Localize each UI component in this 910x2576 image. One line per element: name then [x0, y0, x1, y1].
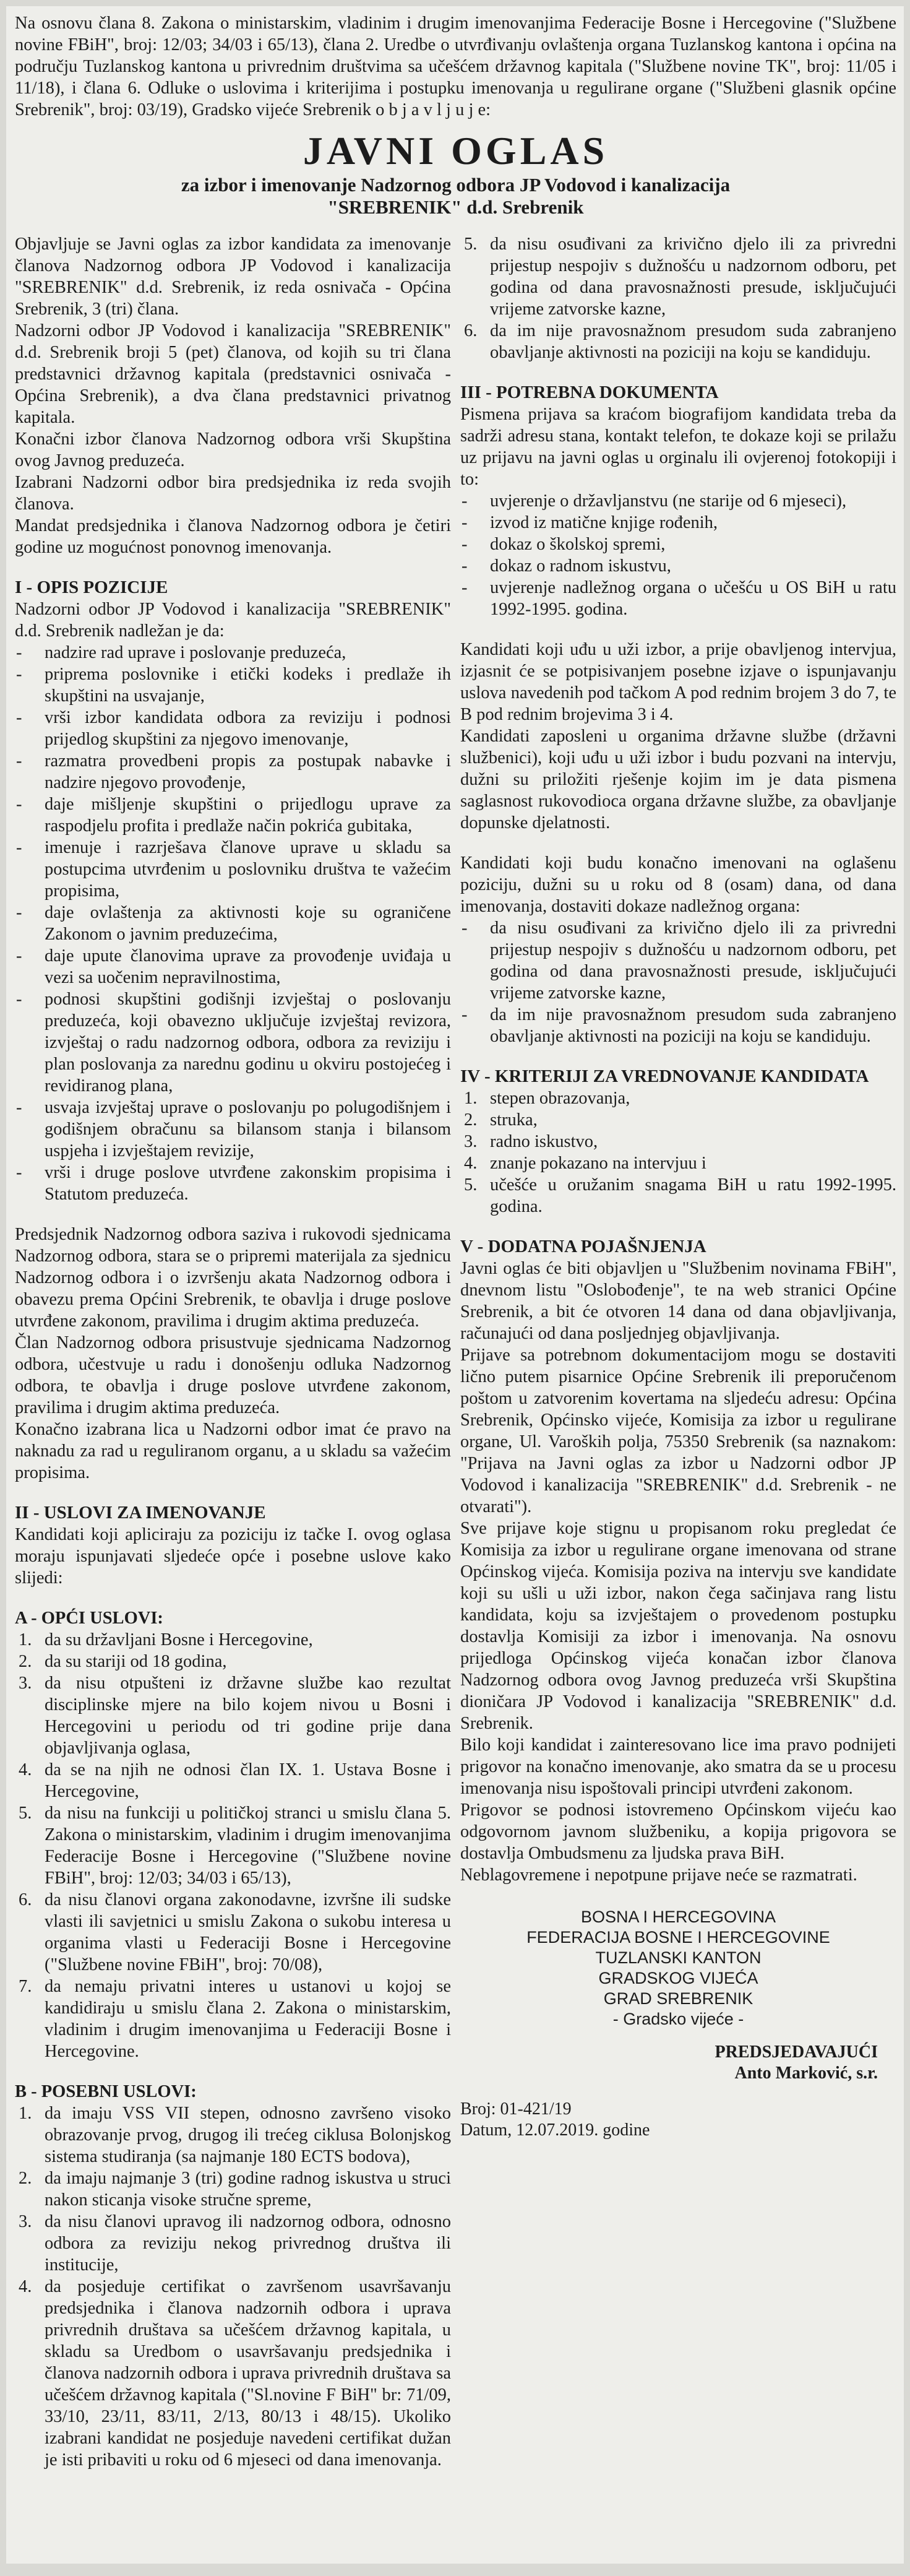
additional-paragraph: Javni oglas će biti objavljen u "Službenim novinama FBiH", dnevnom listu "Oslobođenje", te na web stranici Općine Srebrenik, a bit će otvoren 14 dana od dana objavljivanja, računajući od dana posljednjeg objavljivanja.	[460, 1259, 896, 1343]
issuer-line: FEDERACIJA BOSNE I HERCEGOVINE	[526, 1928, 830, 1947]
list-item: 4. da posjeduje certifikat o završenom usavršavanju predsjednika i članova nadzornih odbora i uprava privrednih društava sa učešćem državnog kapitala, u skladu sa Uredbom o usavršavanju predsjednika i članova nadzornih odbora i uprava privrednih društava sa učešćem državnog kapitala ("Sl.novine F BiH" br: 71/09, 33/10, 23/11, 83/11, 2/13, 80/13 i 48/15). Ukoliko izabrani kandidat ne posjeduje navedeni certifikat dužan je isti pribaviti u roku od 6 mjeseci od dana imenovanja.	[19, 2277, 451, 2470]
intro-paragraph: Nadzorni odbor JP Vodovod i kanalizacija "SREBRENIK" d.d. Srebrenik broji 5 (pet) članova, od kojih su tri člana predstavnici državnog kapitala (predstavnici osnivača - Općina Srebrenik), a dva člana predstavnici privatnog kapitala.	[15, 321, 451, 427]
list-item: 5. da nisu na funkciji u političkoj stranci u smislu člana 5. Zakona o ministarskim, vladinim i drugim imenovanjima Federacije Bosne i Hercegovine ("Službene novine FBiH", broj: 12/03; 34/03 i 65/13),	[19, 1804, 451, 1888]
issuer-line: - Gradsko vijeće -	[612, 2010, 744, 2028]
list-item: - da im nije pravosnažnom presudom suda zabranjeno obavljanje aktivnosti na poziciji na koju se kandiduju.	[460, 1004, 896, 1047]
additional-paragraph: Neblagovremene i nepotpune prijave neće se razmatrati.	[460, 1865, 857, 1885]
list-item: - usvaja izvještaj uprave o poslovanju po polugodišnjem i godišnjem obračunu sa bilansom stanja i bilansom uspjeha i izvještajem revizije,	[15, 1097, 451, 1162]
subtitle-line-1: za izbor i imenovanje Nadzornog odbora JP Vodovod i kanalizacija	[181, 174, 731, 196]
chairperson-block	[460, 2042, 896, 2084]
intro-paragraph: Mandat predsjednika i članova Nadzornog odbora je četiri godine uz mogućnost ponovnog imenovanja.	[15, 516, 451, 557]
issuer-line: TUZLANSKI KANTON	[595, 1948, 762, 1967]
list-item: 2. da imaju najmanje 3 (tri) godine radnog iskustva u struci nakon sticanja visoke stručne spreme,	[19, 2169, 451, 2210]
list-item: - daje ovlaštenja za aktivnosti koje su ograničene Zakonom o javnim preduzećima,	[15, 902, 451, 945]
additional-paragraph: Prijave sa potrebnom dokumentacijom mogu se dostaviti lično putem pisarnice Općine Srebrenik ili preporučenom poštom u zatvorenim kovertama na sljedeću adresu: Općina Srebrenik, Općinsko vijeće, Komisija za izbor u regulirane organe, Ul. Varoških polja, 75350 Srebrenik (sa naznakom: "Prijava na Javni oglas za izbor u Nadzorni odbor JP Vodovod i kanalizacija "SREBRENIK" d.d. Srebrenik - ne otvarati").	[460, 1346, 896, 1516]
issuer-line: GRAD SREBRENIK	[603, 1989, 753, 2008]
list-item: 4. znanje pokazano na intervjuu i	[464, 1154, 706, 1173]
list-item: 2. da su stariji od 18 godina,	[19, 1652, 227, 1671]
issuer-line: BOSNA I HERCEGOVINA	[580, 1908, 776, 1926]
list-item: - uvjerenje o državljanstvu (ne starije od 6 mjeseci),	[460, 490, 896, 512]
list-item: 1. stepen obrazovanja,	[464, 1089, 630, 1108]
right-column	[460, 233, 896, 2471]
section-heading: I - OPIS POZICIJE	[15, 577, 168, 597]
closing-paragraph: Konačno izabrana lica u Nadzorni odbor imat će pravo na naknadu za rad u reguliranom organu, a u skladu sa važećim propisima.	[15, 1420, 451, 1482]
list-item: - dokaz o školskoj spremi,	[460, 534, 896, 555]
closing-paragraph: Član Nadzornog odbora prisustvuje sjednicama Nadzornog odbora, učestvuje u radu i donošenju odluka Nadzornog odbora, te obavlja i druge poslove utvrđene zakonom, pravilima i drugim aktima preduzeća.	[15, 1333, 451, 1417]
list-item: - vrši i druge poslove utvrđene zakonskim propisima i Statutom preduzeća.	[15, 1162, 451, 1205]
list-item: 2. struka,	[464, 1110, 538, 1130]
section-heading: II - USLOVI ZA IMENOVANJE	[15, 1503, 266, 1523]
list-item: - priprema poslovnike i etički kodeks i predlaže ih skupštini na usvajanje,	[15, 663, 451, 707]
documents-list	[460, 490, 896, 620]
list-item: 4. da se na njih ne odnosi član IX. 1. Ustava Bosne i Hercegovine,	[19, 1760, 451, 1801]
notice-subtitle	[15, 174, 896, 218]
duties-list	[15, 642, 451, 1205]
documents-paragraph: Kandidati koji budu konačno imenovani na oglašenu poziciju, dužni su u roku od 8 (osam) dana, od dana imenovanja, dostaviti dokaze nadležnog organa:	[460, 854, 896, 916]
special-conditions-list	[15, 2103, 451, 2471]
special-conditions-list-continued	[460, 233, 896, 363]
list-item: 1. da imaju VSS VII stepen, odnosno završeno visoko obrazovanje prvog, drugog ili trećeg ciklusa Bolonjskog sistema studiranja (sa najmanje 180 ECTS bodova),	[19, 2104, 451, 2166]
newspaper-clipping	[6, 6, 904, 2564]
list-item: - uvjerenje nadležnog organa o učešću u OS BiH u ratu 1992-1995. godina.	[460, 577, 896, 620]
reference-block	[460, 2099, 896, 2141]
list-item: 3. da nisu otpušteni iz državne službe kao rezultat disciplinske mjere na bilo kojem nivou u Bosni i Hercegovini u periodu od tri godine prije dana objavljivanja oglasa,	[19, 1674, 451, 1758]
additional-paragraph: Bilo koji kandidat i zainteresovano lice ima pravo podnijeti prigovor na konačno imenovanje, ako smatra da se u procesu imenovanja nisu ispoštovali principi utvrđeni zakonom.	[460, 1735, 896, 1798]
additional-paragraph: Sve prijave koje stignu u propisanom roku pregledat će Komisija za izbor u regulirane organe imenovana od strane Općinskog vijeća. Komisija poziva na intervju sve kandidate koji su ušli u uži izbor, nakon čega sačinjava rang listu kandidata, koju sa izvještajem o provedenom postupku dostavlja Komisiji za izbor i imenovanja. Na osnovu prijedloga Općinskog vijeća konačan izbor članova Nadzornog odbora ovog Javnog preduzeća vrši Skupština dioničara JP Vodovod i kanalizacija "SREBRENIK" d.d. Srebrenik.	[460, 1519, 896, 1733]
list-item: - izvod iz matične knjige rođenih,	[460, 512, 896, 534]
section-intro: Kandidati koji apliciraju za poziciju iz tačke I. ovog oglasa moraju ispunjavati sljedeće opće i posebne uslove kako slijedi:	[15, 1525, 451, 1588]
section-heading: V - DODATNA POJAŠNJENJA	[460, 1237, 706, 1256]
issuer-block	[460, 1907, 896, 2029]
subsection-heading: A - OPĆI USLOVI:	[15, 1609, 163, 1628]
list-item: 5. da nisu osuđivani za krivično djelo ili za privredni prijestup nespojiv s dužnošću u nadzornom odboru, pet godina od dana pravosnažnosti presude, isključujući vrijeme zatvorske kazne,	[464, 235, 896, 319]
general-conditions-list	[15, 1629, 451, 2062]
additional-paragraph: Prigovor se podnosi istovremeno Općinskom vijeću kao odgovornom javnom službeniku, a kopija prigovora se dostavlja Ombudsmenu za ljudska prava BiH.	[460, 1800, 896, 1863]
chair-title: PREDSJEDAVAJUĆI	[715, 2042, 878, 2062]
intro-paragraph: Izabrani Nadzorni odbor bira predsjednika iz reda svojih članova.	[15, 473, 451, 514]
list-item: - podnosi skupštini godišnji izvještaj o poslovanju preduzeća, koji obavezno uključuje izvještaj revizora, izvještaj o radu nadzornog odbora, odbora za reviziju i plan poslovanja za narednu godinu u okviru postojećeg i revidiranog plana,	[15, 988, 451, 1097]
list-item: - razmatra provedbeni propis za postupak nabavke i nadzire njegovo provođenje,	[15, 750, 451, 793]
subtitle-line-2: "SREBRENIK" d.d. Srebrenik	[327, 196, 584, 218]
chair-name: Anto Marković, s.r.	[734, 2064, 878, 2083]
list-item: 7. da nemaju privatni interes u ustanovi u kojoj se kandidiraju u smislu člana 2. Zakona o ministarskim, vladinim i drugim imenovanjima u Federaciji Bosne i Hercegovine.	[19, 1977, 451, 2061]
issue-date: Datum, 12.07.2019. godine	[460, 2120, 650, 2140]
two-column-body	[15, 233, 896, 2471]
subsection-heading: B - POSEBNI USLOVI:	[15, 2082, 197, 2101]
reference-number: Broj: 01-421/19	[460, 2099, 572, 2119]
documents-paragraph: Kandidati koji uđu u uži izbor, a prije obavljenog intervjua, izjasnit će se potpisivanjem posebne izjave o ispunjavanju uslova navedenih pod tačkom A pod rednim brojem 3 do 7, te B pod rednim brojevima 3 i 4.	[460, 640, 896, 724]
list-item: - daje upute članovima uprave za provođenje uviđaja u vezi sa uočenim nepravilnostima,	[15, 945, 451, 988]
intro-paragraph: Konačni izbor članova Nadzornog odbora vrši Skupština ovog Javnog preduzeća.	[15, 430, 451, 470]
section-heading: IV - KRITERIJI ZA VREDNOVANJE KANDIDATA	[460, 1066, 869, 1086]
issuer-line: GRADSKOG VIJEĆA	[598, 1969, 758, 1987]
left-column	[15, 233, 451, 2471]
list-item: - daje mišljenje skupštini o prijedlogu uprave za raspodjelu profita i predlaže način pokrića gubitaka,	[15, 793, 451, 837]
list-item: 6. da nisu članovi organa zakonodavne, izvršne ili sudske vlasti ili savjetnici u smislu Zakona o sukobu interesa u organima vlasti u Federaciji Bosne i Hercegovine ("Službene novine FBiH", broj: 70/08),	[19, 1890, 451, 1974]
section-heading: III - POTREBNA DOKUMENTA	[460, 383, 719, 402]
list-item: - da nisu osuđivani za krivično djelo ili za privredni prijestup nespojiv s dužnošću u nadzornom odboru, pet godina od dana pravosnažnosti presude, isključujući vrijeme zatvorske kazne,	[460, 917, 896, 1004]
list-item: - vrši izbor kandidata odbora za reviziju i podnosi prijedlog skupštini za njegovo imenovanje,	[15, 707, 451, 750]
list-item: 6. da im nije pravosnažnom presudom suda zabranjeno obavljanje aktivnosti na poziciji na koju se kandiduju.	[464, 321, 896, 362]
closing-paragraph: Predsjednik Nadzornog odbora saziva i rukovodi sjednicama Nadzornog odbora, stara se o pripremi materijala za sjednicu Nadzornog odbora i o izvršenju akata Nadzornog odbora i obavezu prema Općini Srebrenik, te obavlja i druge poslove utvrđene zakonom, pravilima i drugim aktima preduzeća.	[15, 1225, 451, 1331]
final-proof-list	[460, 917, 896, 1047]
list-item: - imenuje i razrješava članove uprave u skladu sa postupcima utvrđenim u poslovniku društva te važećim propisima,	[15, 837, 451, 902]
intro-paragraph: Objavljuje se Javni oglas za izbor kandidata za imenovanje članova Nadzornog odbora JP Vodovod i kanalizacija "SREBRENIK" d.d. Srebrenik, iz reda osnivača - Općina Srebrenik, 3 (tri) člana.	[15, 235, 451, 319]
section-intro: Nadzorni odbor JP Vodovod i kanalizacija "SREBRENIK" d.d. Srebrenik nadležan je da:	[15, 600, 451, 641]
list-item: 3. da nisu članovi upravog ili nadzornog odbora, odnosno odbora za reviziju nekog privrednog društva ili institucije,	[19, 2212, 451, 2275]
list-item: - dokaz o radnom iskustvu,	[460, 555, 896, 577]
list-item: - nadzire rad uprave i poslovanje preduzeća,	[15, 642, 451, 663]
notice-title: JAVNI OGLAS	[303, 129, 609, 173]
list-item: 5. učešće u oružanim snagama BiH u ratu 1992-1995. godina.	[464, 1175, 896, 1216]
documents-paragraph: Kandidati zaposleni u organima državne službe (državni službenici), koji uđu u uži izbor i budu pozvani na intervju, dužni su priložiti rješenje kojim im je data pismena saglasnost rukovodioca organa državne službe, za obavljanje dopunske djelatnosti.	[460, 727, 896, 832]
legal-preamble: Na osnovu člana 8. Zakona o ministarskim, vladinim i drugim imenovanjima Federacije Bosne i Hercegovine ("Službene novine FBiH", broj: 12/03; 34/03 i 65/13), člana 2. Uredbe o utvrđivanju ovlaštenja organa Tuzlanskog kantona i općina na području Tuzlanskog kantona u privrednim društvima sa učešćem državnog kapitala ("Službene novine TK", broj: 11/05 i 11/18), i člana 6. Odluke o uslovima i kriterijima i postupku imenovanja u regulirane organe ("Službeni glasnik općine Srebrenik", broj: 03/19), Gradsko vijeće Srebrenik o b j a v l j u j e:	[15, 14, 896, 119]
criteria-list	[460, 1087, 896, 1217]
list-item: 1. da su državljani Bosne i Hercegovine,	[19, 1630, 313, 1649]
section-intro: Pismena prijava sa kraćom biografijom kandidata treba da sadrži adresu stana, kontakt telefon, te dokaze koji se prilažu uz prijavu na javni oglas u orginalu ili ovjerenoj fotokopiji i to:	[460, 405, 896, 489]
list-item: 3. radno iskustvo,	[464, 1132, 598, 1151]
